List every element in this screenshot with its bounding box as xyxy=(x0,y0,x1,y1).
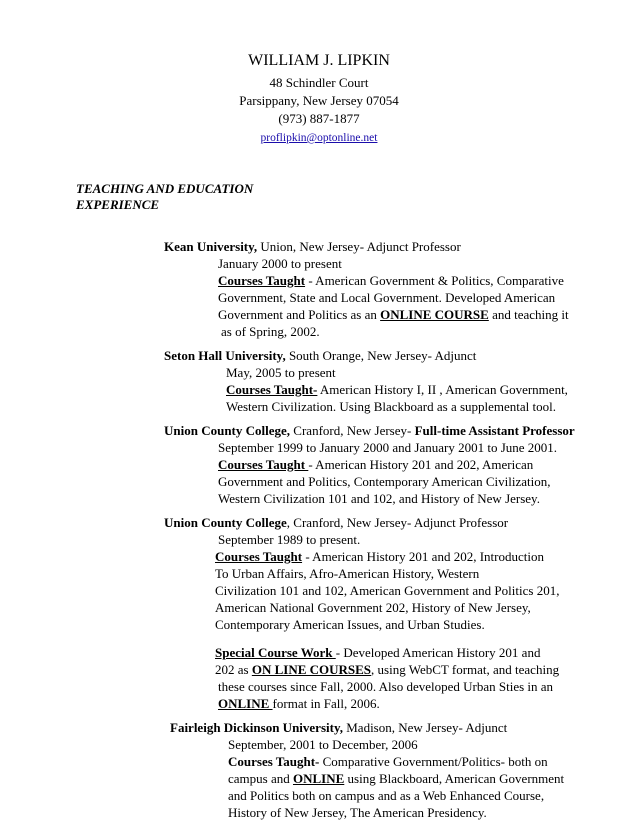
ucc-fulltime-courses-2: Government and Politics, Contemporary American Civilization, xyxy=(218,474,551,489)
ucc-adjunct-courses-1: Courses Taught - American History 201 and 202, Introduction xyxy=(215,549,544,564)
section-heading-line-2: EXPERIENCE xyxy=(76,197,160,212)
ucc-fulltime-courses-3: Western Civilization 101 and 102, and History of New Jersey. xyxy=(218,491,540,506)
email-link[interactable]: proflipkin@optonline.net xyxy=(260,132,378,144)
ucc-adjunct-courses-2: To Urban Affairs, Afro-American History, Western xyxy=(215,566,480,581)
kean-courses-3: Government and Politics as an ONLINE COURSE and teaching it xyxy=(218,307,569,322)
fdu-courses-4: History of New Jersey, The American Presidency. xyxy=(228,805,487,820)
section-heading-line-1: TEACHING AND EDUCATION xyxy=(76,181,254,196)
seton-courses-2: Western Civilization. Using Blackboard as a supplemental tool. xyxy=(226,399,557,414)
special-course-work-1: Special Course Work - Developed American History 201 and xyxy=(215,645,541,660)
ucc-adjunct-dates: September 1989 to present. xyxy=(218,532,361,547)
special-course-work-2: 202 as ON LINE COURSES, using WebCT format, and teaching xyxy=(215,662,560,677)
special-course-work-4: ONLINE format in Fall, 2006. xyxy=(218,696,380,711)
address-line-2: Parsippany, New Jersey 07054 xyxy=(239,93,399,108)
kean-courses-2: Government, State and Local Government. Developed American xyxy=(218,290,556,305)
email-link-row xyxy=(0,129,638,145)
fdu-courses-2: campus and ONLINE using Blackboard, American Government xyxy=(228,771,565,786)
ucc-fulltime-heading: Union County College, Cranford, New Jersey- Full-time Assistant Professor xyxy=(164,423,575,438)
kean-courses-1: Courses Taught - American Government & Politics, Comparative xyxy=(218,273,564,288)
ucc-adjunct-courses-3: Civilization 101 and 102, American Government and Politics 201, xyxy=(215,583,560,598)
kean-dates: January 2000 to present xyxy=(218,256,342,271)
phone: (973) 887-1877 xyxy=(278,111,360,126)
ucc-adjunct-heading: Union County College, Cranford, New Jersey- Adjunct Professor xyxy=(164,515,509,530)
seton-courses-1: Courses Taught- American History I, II , American Government, xyxy=(226,382,568,397)
fdu-dates: September, 2001 to December, 2006 xyxy=(228,737,418,752)
ucc-fulltime-dates: September 1999 to January 2000 and January 2001 to June 2001. xyxy=(218,440,558,455)
fdu-courses-3: and Politics both on campus and as a Web Enhanced Course, xyxy=(228,788,545,803)
seton-dates: May, 2005 to present xyxy=(226,365,336,380)
fdu-courses-1: Courses Taught- Comparative Government/Politics- both on xyxy=(228,754,548,769)
kean-courses-4: as of Spring, 2002. xyxy=(221,324,320,339)
seton-heading: Seton Hall University, South Orange, New Jersey- Adjunct xyxy=(164,348,477,363)
fdu-heading: Fairleigh Dickinson University, Madison, New Jersey- Adjunct xyxy=(170,720,508,735)
special-course-work-3: these courses since Fall, 2000. Also developed Urban Sties in an xyxy=(218,679,554,694)
ucc-adjunct-courses-4: American National Government 202, History of New Jersey, xyxy=(215,600,531,615)
ucc-fulltime-courses-1: Courses Taught - American History 201 and 202, American xyxy=(218,457,534,472)
kean-heading: Kean University, Union, New Jersey- Adjunct Professor xyxy=(164,239,461,254)
resume-name: WILLIAM J. LIPKIN xyxy=(248,52,390,69)
address-line-1: 48 Schindler Court xyxy=(269,75,369,90)
ucc-adjunct-courses-5: Contemporary American Issues, and Urban Studies. xyxy=(215,617,485,632)
